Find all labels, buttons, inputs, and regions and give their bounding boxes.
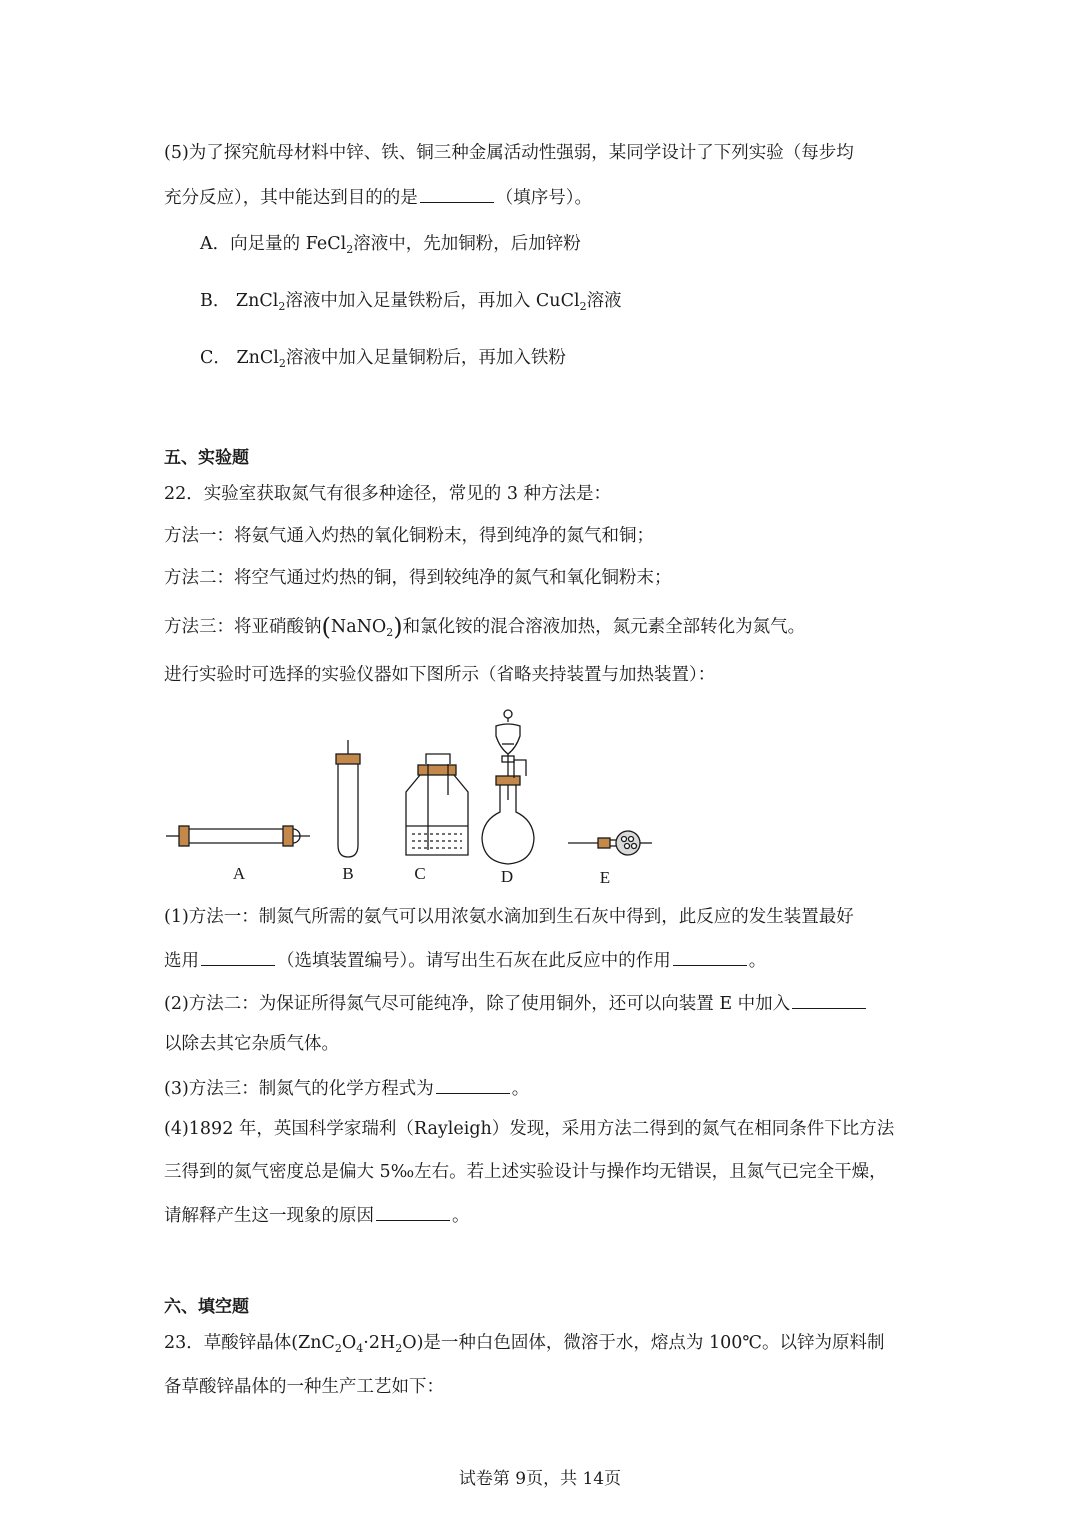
apparatus-e-drying-tube bbox=[568, 831, 652, 855]
q22-part3: (3)方法三：制氮气的化学方程式为 。 bbox=[164, 1075, 529, 1101]
q22-part1-line2: 选用 （选填装置编号）。请写出生石灰在此反应中的作用 。 bbox=[164, 947, 766, 973]
label-e: E bbox=[599, 868, 611, 887]
option-c: C． ZnCl$_2$溶液中加入足量铜粉后，再加入铁粉 bbox=[200, 348, 566, 370]
apparatus-instruction: 进行实验时可选择的实验仪器如下图所示（省略夹持装置与加热装置）： bbox=[164, 665, 716, 685]
method-3: 方法三：将亚硝酸钠(NaNO$_2$)和氯化铵的混合溶液加热，氮元素全部转化为氮气。 bbox=[164, 613, 806, 641]
label-c: C bbox=[414, 864, 426, 883]
q5-line1: (5)为了探究航母材料中锌、铁、铜三种金属活动性强弱，某同学设计了下列实验（每步均 bbox=[164, 143, 854, 163]
q23-line1: 23．草酸锌晶体$(ZnC_2O_4\cdot 2H_2O)$是一种白色固体，微溶于水，熔点为 100℃。以锌为原料制 bbox=[164, 1333, 885, 1355]
option-b: B． ZnCl$_2$溶液中加入足量铁粉后，再加入 CuCl$_2$溶液 bbox=[200, 291, 622, 313]
section-title-fill-blank: 六、填空题 bbox=[164, 1297, 249, 1317]
answer-blank[interactable] bbox=[376, 1202, 450, 1221]
answer-blank[interactable] bbox=[201, 947, 275, 966]
apparatus-c-wash-bottle bbox=[406, 754, 468, 855]
apparatus-d-flask bbox=[482, 710, 534, 864]
q22-part2-line2: 以除去其它杂质气体。 bbox=[164, 1034, 339, 1054]
q22-part2-line1: (2)方法二：为保证所得氮气尽可能纯净，除了使用铜外，还可以向装置 E 中加入 bbox=[164, 990, 868, 1016]
q22-part4-line3: 请解释产生这一现象的原因 。 bbox=[164, 1202, 470, 1228]
answer-blank[interactable] bbox=[792, 990, 866, 1009]
apparatus-figure bbox=[150, 700, 670, 890]
q23-line2: 备草酸锌晶体的一种生产工艺如下： bbox=[164, 1377, 444, 1397]
q22-part4-line2: 三得到的氮气密度总是偏大 5‰左右。若上述实验设计与操作均无错误，且氮气已完全干燥， bbox=[164, 1162, 887, 1182]
label-d: D bbox=[500, 867, 514, 886]
method-1: 方法一：将氨气通入灼热的氧化铜粉末，得到纯净的氮气和铜； bbox=[164, 526, 654, 546]
q22-part4-line1: (4)1892 年，英国科学家瑞利（Rayleigh）发现，采用方法二得到的氮气在相同条件下比方法 bbox=[164, 1119, 895, 1139]
answer-blank[interactable] bbox=[420, 184, 494, 203]
label-a: A bbox=[232, 864, 246, 883]
apparatus-a-tube bbox=[166, 826, 310, 846]
label-b: B bbox=[342, 864, 354, 883]
section-title-experiment: 五、实验题 bbox=[164, 448, 249, 468]
method-2: 方法二：将空气通过灼热的铜，得到较纯净的氮气和氧化铜粉末； bbox=[164, 568, 672, 588]
answer-blank[interactable] bbox=[673, 947, 747, 966]
apparatus-b-test-tube bbox=[336, 740, 360, 857]
option-a: A．向足量的 FeCl$_2$溶液中，先加铜粉，后加锌粉 bbox=[200, 234, 581, 256]
page-footer: 试卷第 9页，共 14页 bbox=[458, 1469, 622, 1489]
q22-intro: 22．实验室获取氮气有很多种途径，常见的 3 种方法是： bbox=[164, 484, 612, 504]
answer-blank[interactable] bbox=[436, 1075, 510, 1094]
q5-line2: 充分反应），其中能达到目的的是 （填序号）。 bbox=[164, 184, 592, 210]
q22-part1-line1: (1)方法一：制氮气所需的氨气可以用浓氨水滴加到生石灰中得到，此反应的发生装置最好 bbox=[164, 907, 854, 927]
